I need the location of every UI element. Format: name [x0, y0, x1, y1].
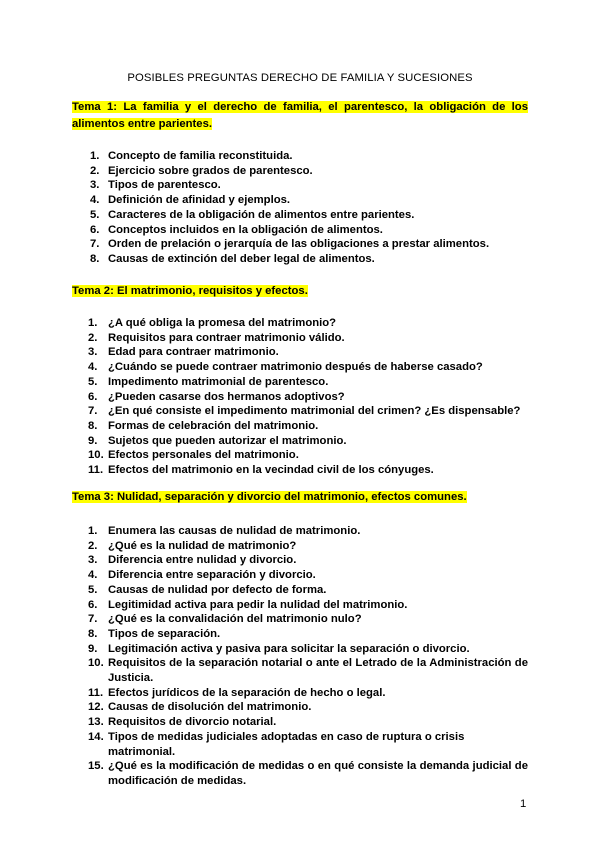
list-item: 14. Tipos de medidas judiciales adoptadas en caso de ruptura o crisis matrimonial. [88, 730, 465, 758]
list-item: 13. Requisitos de divorcio notarial. [88, 716, 277, 729]
list-item: 6. ¿Pueden casarse dos hermanos adoptivos? [88, 390, 345, 403]
list-item: 6. Conceptos incluidos en la obligación de alimentos. [90, 223, 383, 236]
list-item: 5. Impedimento matrimonial de parentesco. [88, 375, 329, 388]
section-heading-tema-3 [72, 489, 528, 506]
section-heading-tema-1 [72, 99, 528, 133]
list-item: 4. ¿Cuándo se puede contraer matrimonio después de haberse casado? [88, 361, 483, 374]
section-heading-tema-2 [72, 283, 528, 300]
list-item: 5. Causas de nulidad por defecto de forma. [88, 583, 327, 596]
list-item: 2. ¿Qué es la nulidad de matrimonio? [88, 539, 297, 552]
list-item: 3. Tipos de parentesco. [90, 179, 221, 192]
question-list-tema-1 [72, 149, 528, 267]
list-item: 11. Efectos jurídicos de la separación de hecho o legal. [88, 686, 386, 699]
list-item: 2. Ejercicio sobre grados de parentesco. [90, 164, 313, 177]
list-item: 4. Diferencia entre separación y divorcio. [88, 569, 316, 582]
list-item: 8. Formas de celebración del matrimonio. [88, 419, 319, 432]
heading-highlight: Tema 1: La familia y el derecho de familia, el parentesco, la obligación de los alimentos entre parientes. [72, 101, 528, 130]
list-item: 9. Sujetos que pueden autorizar el matrimonio. [88, 434, 347, 447]
list-item: 9. Legitimación activa y pasiva para solicitar la separación o divorcio. [88, 642, 470, 655]
list-item: 7. ¿En qué consiste el impedimento matrimonial del crimen? ¿Es dispensable? [88, 405, 521, 418]
list-item: 1. ¿A qué obliga la promesa del matrimonio? [88, 317, 337, 329]
list-item: 3. Diferencia entre nulidad y divorcio. [88, 554, 297, 567]
heading-highlight: Tema 2: El matrimonio, requisitos y efectos. [72, 285, 308, 297]
list-item: 2. Requisitos para contraer matrimonio válido. [88, 331, 345, 344]
list-item: 12. Causas de disolución del matrimonio. [88, 701, 312, 714]
list-item: 8. Tipos de separación. [88, 627, 221, 640]
list-item: 7. ¿Qué es la convalidación del matrimonio nulo? [88, 613, 362, 626]
list-item: 7. Orden de prelación o jerarquía de las obligaciones a prestar alimentos. [90, 238, 490, 251]
document-title: POSIBLES PREGUNTAS DERECHO DE FAMILIA Y SUCESIONES [127, 72, 473, 84]
list-item: 1. Concepto de familia reconstituida. [90, 150, 293, 162]
list-item: 8. Causas de extinción del deber legal de alimentos. [90, 252, 375, 265]
list-item: 15. ¿Qué es la modificación de medidas o en qué consiste la demanda judicial de modificación de medidas. [88, 760, 528, 787]
list-item: 4. Definición de afinidad y ejemplos. [90, 194, 291, 207]
list-item: 10. Efectos personales del matrimonio. [88, 449, 299, 462]
question-list-tema-3 [72, 524, 528, 789]
list-item: 1. Enumera las causas de nulidad de matrimonio. [88, 525, 361, 537]
page-number: 1 [520, 798, 527, 810]
question-list-tema-2 [72, 316, 528, 478]
list-item: 10. Requisitos de la separación notarial o ante el Letrado de la Administración de Justicia. [88, 657, 528, 685]
heading-highlight: Tema 3: Nulidad, separación y divorcio del matrimonio, efectos comunes. [72, 491, 467, 503]
list-item: 11. Efectos del matrimonio en la vecindad civil de los cónyuges. [88, 464, 434, 477]
list-item: 6. Legitimidad activa para pedir la nulidad del matrimonio. [88, 598, 408, 611]
list-item: 3. Edad para contraer matrimonio. [88, 346, 279, 359]
list-item: 5. Caracteres de la obligación de alimentos entre parientes. [90, 208, 415, 221]
